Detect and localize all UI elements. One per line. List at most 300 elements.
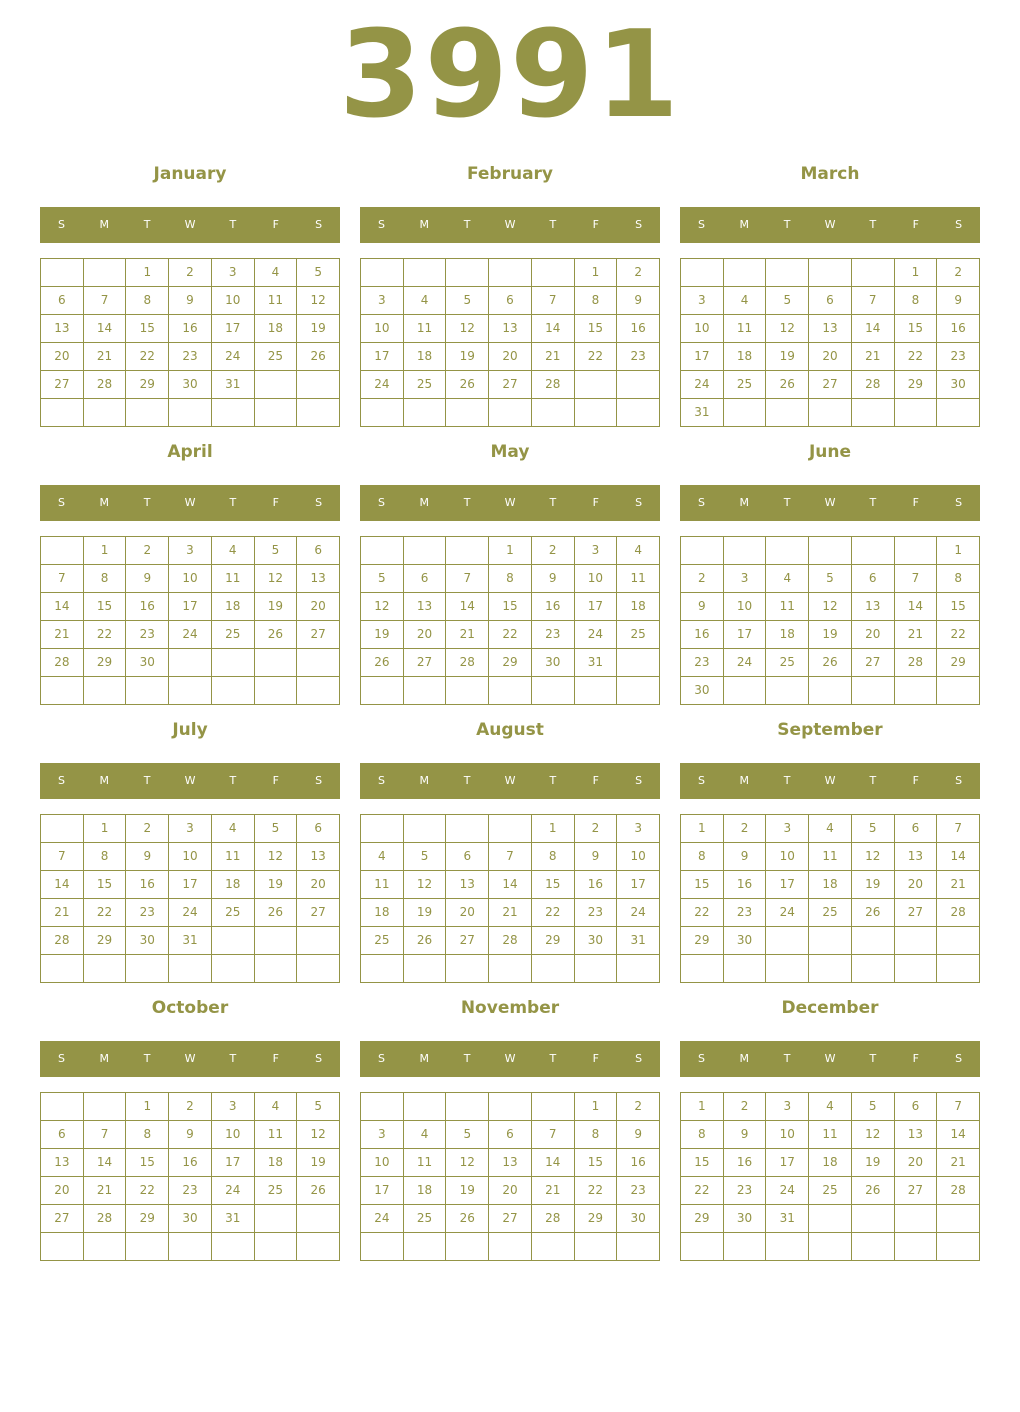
day-cell: 23 — [169, 1177, 211, 1204]
day-cell: 17 — [212, 315, 254, 342]
weekday-label: W — [504, 1052, 516, 1065]
weekday-header — [40, 207, 340, 243]
day-cell: 23 — [169, 343, 211, 370]
day-cell: 28 — [532, 371, 574, 398]
day-cell: 10 — [169, 565, 211, 592]
day-cell: 27 — [852, 649, 894, 676]
empty-cell — [126, 955, 168, 982]
weekday-header — [360, 1041, 660, 1077]
day-cell: 24 — [212, 343, 254, 370]
day-cell: 24 — [766, 899, 808, 926]
day-cell: 12 — [297, 1121, 339, 1148]
weekday-label: M — [99, 1052, 110, 1065]
empty-cell — [489, 955, 531, 982]
day-cell: 3 — [766, 1093, 808, 1120]
day-cell: 21 — [84, 1177, 126, 1204]
month-name: November — [460, 998, 560, 1018]
day-cell: 5 — [404, 843, 446, 870]
month-name: February — [466, 164, 554, 184]
day-grid — [680, 1092, 980, 1261]
weekday-label: F — [272, 496, 279, 509]
weekday-label: T — [229, 774, 237, 787]
weekday-label: M — [739, 496, 750, 509]
day-cell: 15 — [84, 593, 126, 620]
weekday-label: M — [419, 774, 430, 787]
empty-cell — [489, 815, 531, 842]
day-cell: 2 — [724, 1093, 766, 1120]
weekday-label: F — [272, 774, 279, 787]
empty-cell — [617, 677, 659, 704]
day-cell: 29 — [895, 371, 937, 398]
day-cell: 12 — [852, 843, 894, 870]
day-cell: 17 — [169, 593, 211, 620]
weekday-label: S — [955, 1052, 963, 1065]
day-cell: 20 — [809, 343, 851, 370]
month-name: June — [808, 442, 852, 462]
empty-cell — [724, 537, 766, 564]
day-cell: 4 — [809, 1093, 851, 1120]
day-cell: 27 — [404, 649, 446, 676]
day-cell: 13 — [895, 1121, 937, 1148]
empty-cell — [852, 1233, 894, 1260]
weekday-label: S — [315, 774, 323, 787]
day-grid — [360, 258, 660, 427]
day-cell: 23 — [532, 621, 574, 648]
day-cell: 7 — [532, 287, 574, 314]
empty-cell — [446, 1093, 488, 1120]
day-cell: 7 — [937, 1093, 979, 1120]
day-cell: 15 — [575, 315, 617, 342]
weekday-label: M — [739, 1052, 750, 1065]
month-name: September — [777, 720, 883, 740]
day-cell: 8 — [575, 1121, 617, 1148]
day-cell: 22 — [575, 1177, 617, 1204]
weekday-header — [680, 1041, 980, 1077]
weekday-label: M — [419, 218, 430, 231]
day-cell: 26 — [404, 927, 446, 954]
empty-cell — [809, 537, 851, 564]
day-cell: 23 — [126, 899, 168, 926]
day-cell: 20 — [446, 899, 488, 926]
weekday-label: W — [184, 218, 196, 231]
day-cell: 10 — [575, 565, 617, 592]
day-cell: 1 — [575, 259, 617, 286]
empty-cell — [126, 399, 168, 426]
day-cell: 10 — [361, 315, 403, 342]
day-cell: 2 — [126, 537, 168, 564]
day-cell: 17 — [617, 871, 659, 898]
weekday-label: S — [635, 496, 643, 509]
weekday-label: S — [57, 774, 65, 787]
weekday-label: W — [824, 774, 836, 787]
empty-cell — [724, 1233, 766, 1260]
day-cell: 15 — [532, 871, 574, 898]
day-cell: 3 — [575, 537, 617, 564]
weekday-label: M — [99, 496, 110, 509]
empty-cell — [766, 927, 808, 954]
day-grid — [40, 536, 340, 705]
month-name: March — [800, 164, 860, 184]
day-cell: 17 — [169, 871, 211, 898]
day-cell: 3 — [169, 815, 211, 842]
day-cell: 9 — [937, 287, 979, 314]
weekday-header — [680, 485, 980, 521]
day-cell: 7 — [446, 565, 488, 592]
day-cell: 28 — [84, 1205, 126, 1232]
day-cell: 2 — [617, 1093, 659, 1120]
day-cell: 19 — [255, 593, 297, 620]
day-grid — [680, 814, 980, 983]
day-cell: 3 — [617, 815, 659, 842]
empty-cell — [809, 1233, 851, 1260]
empty-cell — [809, 399, 851, 426]
weekday-label: S — [377, 218, 385, 231]
weekday-header — [40, 763, 340, 799]
day-cell: 6 — [895, 815, 937, 842]
day-cell: 24 — [681, 371, 723, 398]
empty-cell — [532, 1093, 574, 1120]
weekday-label: T — [463, 774, 471, 787]
weekday-label: T — [783, 218, 791, 231]
weekday-label: M — [99, 218, 110, 231]
empty-cell — [681, 955, 723, 982]
weekday-label: S — [315, 1052, 323, 1065]
day-cell: 26 — [297, 343, 339, 370]
month-name: July — [172, 720, 208, 740]
empty-cell — [404, 1093, 446, 1120]
empty-cell — [681, 1233, 723, 1260]
day-cell: 8 — [681, 1121, 723, 1148]
day-cell: 9 — [532, 565, 574, 592]
weekday-label: T — [869, 774, 877, 787]
day-grid — [360, 536, 660, 705]
day-cell: 13 — [852, 593, 894, 620]
weekday-label: F — [592, 774, 599, 787]
day-cell: 12 — [852, 1121, 894, 1148]
empty-cell — [766, 537, 808, 564]
empty-cell — [575, 677, 617, 704]
empty-cell — [617, 955, 659, 982]
day-cell: 28 — [937, 1177, 979, 1204]
weekday-label: S — [955, 496, 963, 509]
day-cell: 11 — [255, 1121, 297, 1148]
day-cell: 18 — [766, 621, 808, 648]
day-cell: 22 — [126, 1177, 168, 1204]
empty-cell — [532, 1233, 574, 1260]
weekday-label: T — [463, 218, 471, 231]
day-cell: 30 — [681, 677, 723, 704]
day-cell: 25 — [404, 1205, 446, 1232]
day-cell: 28 — [852, 371, 894, 398]
day-cell: 21 — [532, 343, 574, 370]
day-cell: 4 — [809, 815, 851, 842]
day-cell: 17 — [724, 621, 766, 648]
weekday-header — [360, 763, 660, 799]
day-cell: 24 — [617, 899, 659, 926]
weekday-label: W — [184, 1052, 196, 1065]
day-cell: 9 — [575, 843, 617, 870]
weekday-label: M — [99, 774, 110, 787]
empty-cell — [404, 1233, 446, 1260]
weekday-label: F — [592, 1052, 599, 1065]
empty-cell — [84, 677, 126, 704]
weekday-header — [360, 485, 660, 521]
weekday-header — [360, 207, 660, 243]
month-name: December — [781, 998, 879, 1018]
empty-cell — [169, 1233, 211, 1260]
day-cell: 9 — [724, 1121, 766, 1148]
day-cell: 19 — [446, 1177, 488, 1204]
weekday-label: S — [697, 218, 705, 231]
day-cell: 19 — [852, 871, 894, 898]
empty-cell — [937, 927, 979, 954]
empty-cell — [489, 399, 531, 426]
day-cell: 21 — [895, 621, 937, 648]
day-cell: 5 — [446, 287, 488, 314]
day-cell: 15 — [681, 1149, 723, 1176]
day-cell: 30 — [724, 1205, 766, 1232]
day-cell: 31 — [212, 1205, 254, 1232]
day-cell: 20 — [297, 593, 339, 620]
day-cell: 5 — [852, 815, 894, 842]
empty-cell — [84, 955, 126, 982]
day-grid — [680, 536, 980, 705]
weekday-label: S — [57, 1052, 65, 1065]
day-cell: 25 — [404, 371, 446, 398]
empty-cell — [937, 677, 979, 704]
day-cell: 26 — [852, 1177, 894, 1204]
month-name: October — [151, 998, 229, 1018]
weekday-label: T — [549, 496, 557, 509]
day-cell: 25 — [809, 899, 851, 926]
day-cell: 13 — [446, 871, 488, 898]
day-cell: 28 — [895, 649, 937, 676]
weekday-label: T — [549, 1052, 557, 1065]
day-cell: 26 — [361, 649, 403, 676]
empty-cell — [895, 537, 937, 564]
day-cell: 29 — [126, 371, 168, 398]
day-cell: 22 — [681, 1177, 723, 1204]
day-cell: 13 — [297, 565, 339, 592]
day-cell: 14 — [84, 1149, 126, 1176]
day-cell: 7 — [895, 565, 937, 592]
day-cell: 27 — [489, 371, 531, 398]
day-cell: 13 — [489, 1149, 531, 1176]
weekday-label: F — [272, 218, 279, 231]
weekday-label: S — [315, 218, 323, 231]
day-grid — [40, 258, 340, 427]
empty-cell — [575, 371, 617, 398]
empty-cell — [212, 955, 254, 982]
day-cell: 6 — [404, 565, 446, 592]
day-cell: 14 — [532, 1149, 574, 1176]
weekday-label: T — [869, 1052, 877, 1065]
day-cell: 24 — [724, 649, 766, 676]
day-cell: 27 — [41, 371, 83, 398]
day-cell: 10 — [766, 1121, 808, 1148]
weekday-label: S — [697, 1052, 705, 1065]
day-cell: 13 — [895, 843, 937, 870]
empty-cell — [169, 399, 211, 426]
empty-cell — [532, 677, 574, 704]
day-cell: 31 — [766, 1205, 808, 1232]
day-cell: 9 — [681, 593, 723, 620]
day-cell: 30 — [126, 927, 168, 954]
day-cell: 23 — [126, 621, 168, 648]
day-cell: 21 — [937, 871, 979, 898]
day-cell: 9 — [617, 287, 659, 314]
day-cell: 10 — [766, 843, 808, 870]
day-cell: 12 — [404, 871, 446, 898]
day-cell: 19 — [404, 899, 446, 926]
empty-cell — [255, 927, 297, 954]
day-cell: 23 — [617, 343, 659, 370]
empty-cell — [895, 955, 937, 982]
empty-cell — [255, 677, 297, 704]
day-cell: 16 — [126, 593, 168, 620]
weekday-label: W — [184, 774, 196, 787]
day-cell: 16 — [724, 871, 766, 898]
empty-cell — [852, 537, 894, 564]
empty-cell — [361, 815, 403, 842]
day-cell: 29 — [84, 649, 126, 676]
day-cell: 26 — [297, 1177, 339, 1204]
day-cell: 19 — [297, 315, 339, 342]
day-cell: 16 — [937, 315, 979, 342]
day-cell: 18 — [404, 343, 446, 370]
day-cell: 24 — [212, 1177, 254, 1204]
day-cell: 21 — [41, 621, 83, 648]
day-cell: 12 — [255, 843, 297, 870]
day-cell: 31 — [575, 649, 617, 676]
weekday-label: F — [592, 218, 599, 231]
day-cell: 8 — [126, 1121, 168, 1148]
day-cell: 17 — [681, 343, 723, 370]
empty-cell — [41, 955, 83, 982]
day-cell: 18 — [255, 315, 297, 342]
day-cell: 28 — [489, 927, 531, 954]
day-cell: 6 — [895, 1093, 937, 1120]
empty-cell — [169, 649, 211, 676]
month-name: April — [167, 442, 213, 462]
day-cell: 30 — [532, 649, 574, 676]
day-cell: 27 — [297, 621, 339, 648]
weekday-label: F — [912, 496, 919, 509]
empty-cell — [404, 815, 446, 842]
weekday-label: S — [377, 774, 385, 787]
empty-cell — [297, 399, 339, 426]
day-cell: 2 — [575, 815, 617, 842]
weekday-label: F — [912, 1052, 919, 1065]
empty-cell — [361, 955, 403, 982]
empty-cell — [255, 399, 297, 426]
day-cell: 16 — [724, 1149, 766, 1176]
day-cell: 27 — [895, 1177, 937, 1204]
empty-cell — [532, 955, 574, 982]
day-cell: 13 — [41, 1149, 83, 1176]
day-cell: 27 — [489, 1205, 531, 1232]
day-cell: 25 — [212, 621, 254, 648]
day-cell: 1 — [126, 259, 168, 286]
day-cell: 18 — [809, 871, 851, 898]
weekday-label: T — [783, 774, 791, 787]
month-name: January — [153, 164, 227, 184]
weekday-label: T — [143, 218, 151, 231]
day-cell: 9 — [169, 287, 211, 314]
empty-cell — [617, 1233, 659, 1260]
day-cell: 12 — [297, 287, 339, 314]
day-cell: 6 — [297, 537, 339, 564]
empty-cell — [41, 537, 83, 564]
empty-cell — [681, 537, 723, 564]
weekday-label: S — [955, 774, 963, 787]
year-title: 3991 — [339, 6, 681, 145]
day-cell: 23 — [681, 649, 723, 676]
empty-cell — [41, 1093, 83, 1120]
day-cell: 17 — [361, 343, 403, 370]
day-cell: 14 — [937, 843, 979, 870]
weekday-label: T — [549, 774, 557, 787]
day-cell: 29 — [681, 927, 723, 954]
day-cell: 20 — [895, 1149, 937, 1176]
day-cell: 27 — [297, 899, 339, 926]
day-cell: 31 — [169, 927, 211, 954]
day-cell: 6 — [446, 843, 488, 870]
day-cell: 30 — [617, 1205, 659, 1232]
empty-cell — [895, 1233, 937, 1260]
empty-cell — [809, 955, 851, 982]
day-grid — [360, 1092, 660, 1261]
weekday-label: S — [635, 218, 643, 231]
day-cell: 22 — [489, 621, 531, 648]
empty-cell — [937, 399, 979, 426]
empty-cell — [297, 1205, 339, 1232]
day-cell: 25 — [724, 371, 766, 398]
empty-cell — [617, 399, 659, 426]
day-cell: 15 — [84, 871, 126, 898]
day-cell: 19 — [297, 1149, 339, 1176]
weekday-label: S — [635, 774, 643, 787]
empty-cell — [404, 537, 446, 564]
empty-cell — [895, 927, 937, 954]
day-cell: 23 — [724, 1177, 766, 1204]
day-cell: 10 — [681, 315, 723, 342]
day-cell: 10 — [212, 287, 254, 314]
day-cell: 18 — [361, 899, 403, 926]
day-cell: 8 — [84, 843, 126, 870]
empty-cell — [297, 1233, 339, 1260]
day-cell: 5 — [297, 259, 339, 286]
empty-cell — [852, 927, 894, 954]
day-cell: 30 — [575, 927, 617, 954]
day-cell: 15 — [895, 315, 937, 342]
day-cell: 1 — [489, 537, 531, 564]
empty-cell — [255, 649, 297, 676]
day-cell: 11 — [255, 287, 297, 314]
day-cell: 16 — [575, 871, 617, 898]
weekday-label: S — [955, 218, 963, 231]
empty-cell — [937, 955, 979, 982]
empty-cell — [361, 1233, 403, 1260]
weekday-label: S — [635, 1052, 643, 1065]
day-cell: 22 — [532, 899, 574, 926]
weekday-header — [680, 207, 980, 243]
empty-cell — [297, 371, 339, 398]
day-cell: 15 — [681, 871, 723, 898]
day-cell: 21 — [852, 343, 894, 370]
weekday-label: T — [229, 1052, 237, 1065]
day-cell: 22 — [937, 621, 979, 648]
